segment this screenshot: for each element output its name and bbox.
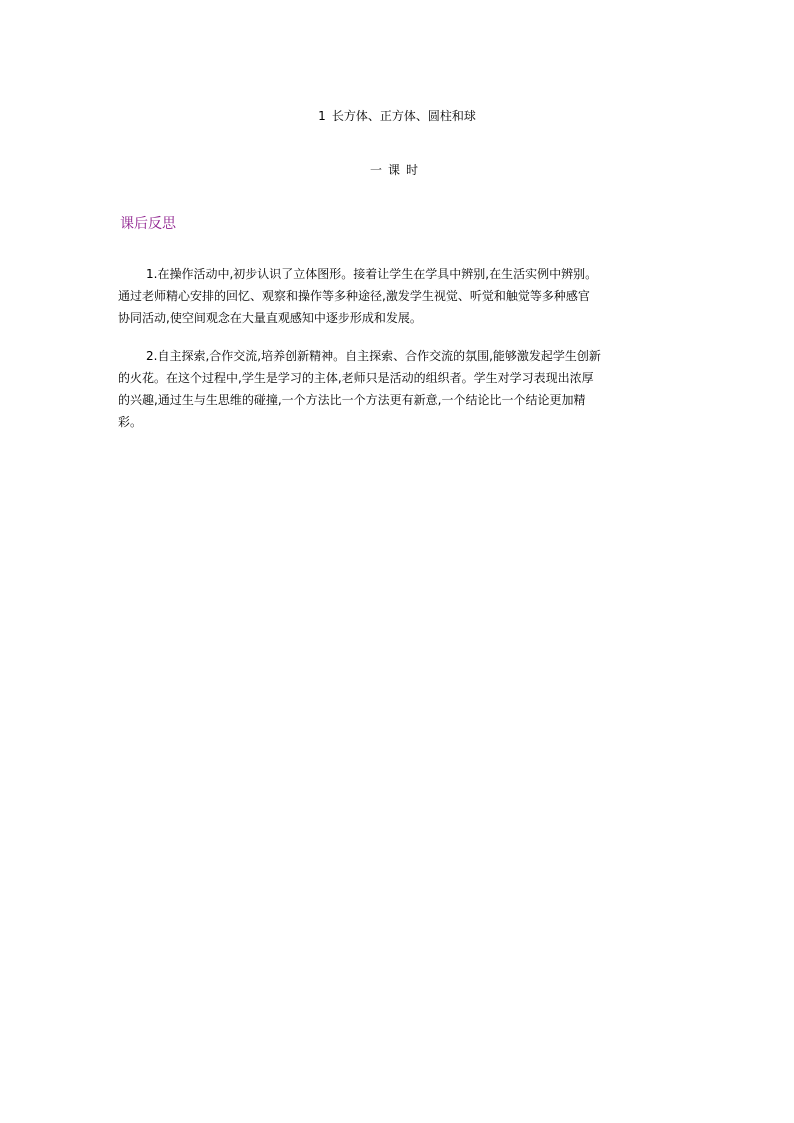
paragraph-line: 通过老师精心安排的回忆、观察和操作等多种途径,激发学生视觉、听觉和触觉等多种感官 bbox=[118, 289, 590, 303]
paragraph-line: 的火花。在这个过程中,学生是学习的主体,老师只是活动的组织者。学生对学习表现出浓厚 bbox=[118, 371, 594, 385]
paragraph-line: 的兴趣,通过生与生思维的碰撞,一个方法比一个方法更有新意,一个结论比一个结论更加精 bbox=[118, 393, 586, 407]
title-number: 1 bbox=[318, 109, 326, 123]
paragraph-line: 彩。 bbox=[118, 415, 143, 429]
paragraph-line: 1.在操作活动中,初步认识了立体图形。接着让学生在学具中辨别,在生活实例中辨别。 bbox=[146, 267, 598, 281]
page-title bbox=[0, 107, 794, 125]
paragraph-1 bbox=[118, 263, 696, 329]
paragraph-line: 2.自主探索,合作交流,培养创新精神。自主探索、合作交流的氛围,能够激发起学生创新 bbox=[146, 349, 601, 363]
title-text: 长方体、正方体、圆柱和球 bbox=[331, 109, 476, 123]
section-heading: 课后反思 bbox=[120, 216, 176, 232]
paragraph-2 bbox=[118, 345, 696, 433]
page-subtitle: 一课时 bbox=[369, 163, 424, 177]
paragraph-line: 协同活动,使空间观念在大量直观感知中逐步形成和发展。 bbox=[118, 311, 422, 325]
